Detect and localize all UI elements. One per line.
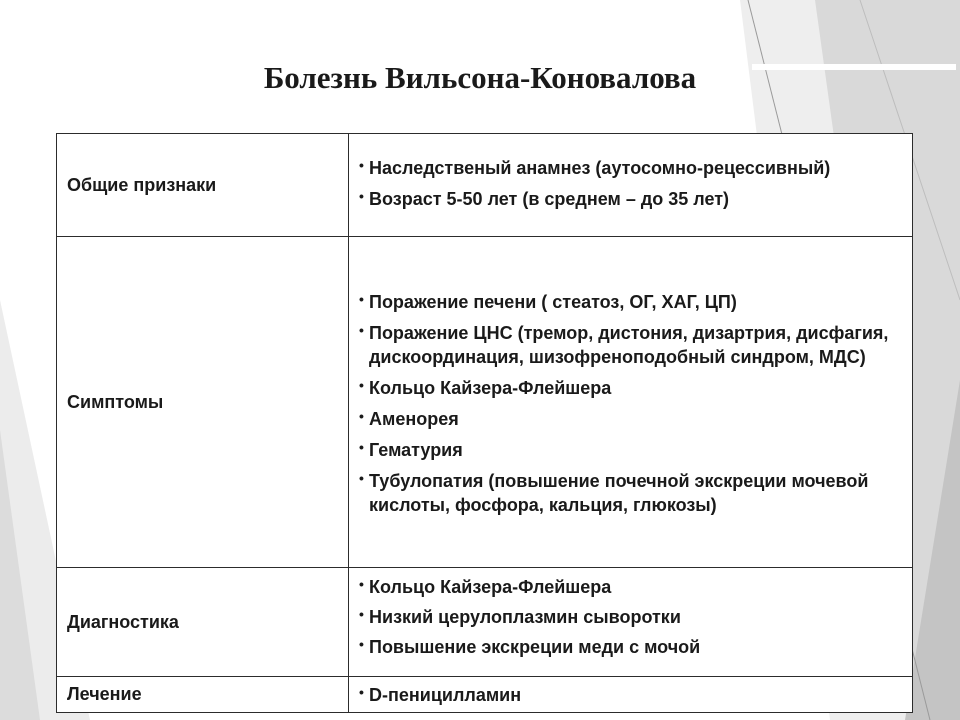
table-row-symptoms [57, 237, 913, 568]
list-item-text: Поражение ЦНС (тремор, дистония, дизартрия, дисфагия, дискоординация, шизофреноподобный синдром, МДС) [369, 322, 889, 367]
bullet-icon: • [359, 683, 364, 700]
bullet-list [359, 290, 904, 517]
bullet-icon: • [359, 376, 364, 393]
bullet-icon: • [359, 636, 364, 652]
list-item [359, 605, 904, 629]
bullet-icon: • [359, 290, 364, 307]
row-items-cell [349, 134, 913, 237]
list-item-text: D-пеницилламин [369, 684, 522, 705]
bullet-list [359, 575, 904, 659]
row-label: Лечение [57, 677, 349, 713]
list-item [359, 407, 904, 431]
bullet-icon: • [359, 438, 364, 455]
list-item [359, 376, 904, 400]
list-item [359, 469, 904, 517]
bullet-list [359, 683, 904, 707]
list-item-text: Возраст 5-50 лет (в среднем – до 35 лет) [369, 189, 730, 209]
list-item-text: Повышение экскреции меди с мочой [369, 637, 701, 657]
row-label: Общие признаки [57, 134, 349, 237]
table-row-treatment [57, 677, 913, 713]
list-item [359, 321, 904, 369]
list-item-text: Кольцо Кайзера-Флейшера [369, 577, 612, 597]
list-item [359, 156, 904, 180]
bullet-icon: • [359, 606, 364, 622]
list-item-text: Кольцо Кайзера-Флейшера [369, 377, 612, 398]
row-items-cell [349, 677, 913, 713]
bullet-icon: • [359, 188, 364, 204]
row-label: Диагностика [57, 568, 349, 677]
bullet-icon: • [359, 157, 364, 173]
list-item-text: Тубулопатия (повышение почечной экскреции мочевой кислоты, фосфора, кальция, глюкозы) [369, 470, 869, 515]
list-item-text: Низкий церулоплазмин сыворотки [369, 607, 681, 627]
bullet-icon: • [359, 469, 364, 486]
list-item-text: Аменорея [369, 408, 459, 429]
table-row-general [57, 134, 913, 237]
list-item-text: Гематурия [369, 439, 463, 460]
bullet-icon: • [359, 407, 364, 424]
table-body [57, 134, 913, 713]
list-item [359, 683, 904, 707]
row-items-cell [349, 568, 913, 677]
list-item [359, 575, 904, 599]
list-item [359, 438, 904, 462]
list-item [359, 635, 904, 659]
list-item [359, 290, 904, 314]
list-item [359, 187, 904, 211]
list-item-text: Наследственый анамнез (аутосомно-рецессивный) [369, 158, 831, 178]
slide-title: Болезнь Вильсона-Коновалова [263, 60, 697, 95]
bullet-icon: • [359, 321, 364, 338]
info-table [56, 133, 913, 713]
list-item-text: Поражение печени ( стеатоз, ОГ, ХАГ, ЦП) [369, 291, 737, 312]
table-row-diagnostics [57, 568, 913, 677]
row-label: Симптомы [57, 237, 349, 568]
bullet-list [359, 156, 904, 211]
bullet-icon: • [359, 576, 364, 592]
row-items-cell [349, 237, 913, 568]
